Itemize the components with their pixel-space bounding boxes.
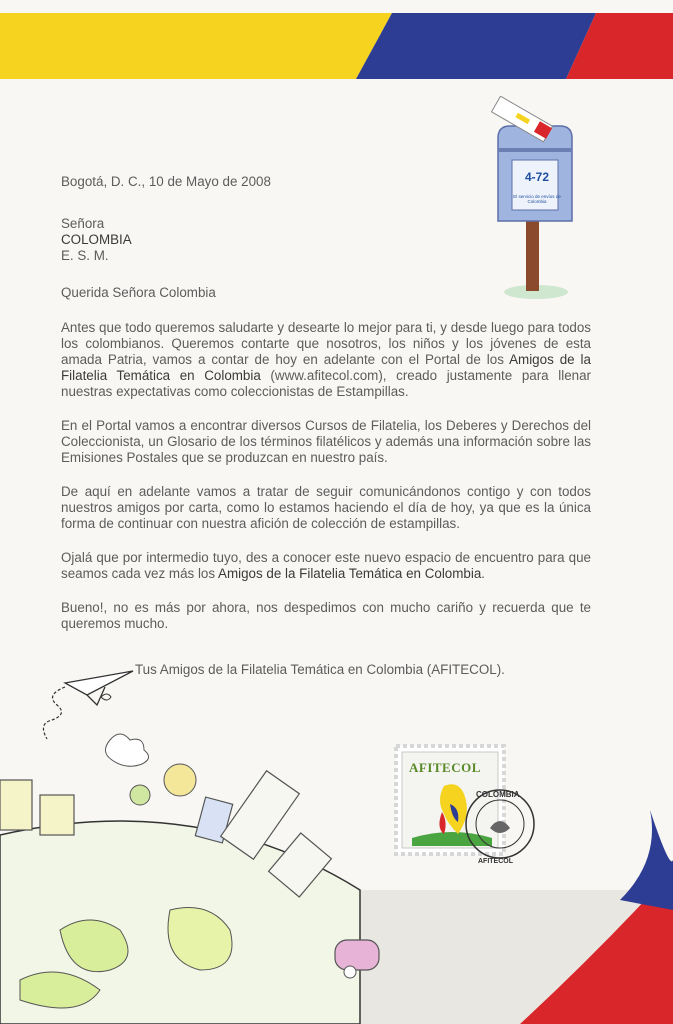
paragraph-1	[61, 320, 591, 400]
paragraph-4-text-b: .	[481, 566, 486, 581]
mailbox-brand-subtitle: El servicio de envíos de Colombia	[513, 194, 561, 204]
flag-yellow	[0, 13, 392, 79]
letter-date: Bogotá, D. C., 10 de Mayo de 2008	[61, 174, 271, 189]
stamp-label: AFITECOL	[409, 760, 481, 775]
paragraph-2: En el Portal vamos a encontrar diversos Cursos de Filatelia, los Deberes y Derechos del Coleccionista, un Glosario de los términos filatélicos y además una información sobre las Emisiones Postales que se produzcan en nuestro país.	[61, 418, 591, 465]
recipient-abbrev: E. S. M.	[61, 248, 109, 263]
letter-body	[61, 174, 591, 632]
colombia-flag-band	[0, 13, 673, 79]
paragraph-4-highlight: Amigos de la Filatelia Temática en Colombia	[218, 566, 482, 581]
mailbox-brand-logo: 4-72	[524, 170, 550, 184]
flag-blue	[356, 13, 596, 79]
salutation: Querida Señora Colombia	[61, 285, 216, 300]
paragraph-4	[61, 550, 591, 582]
signature: Tus Amigos de la Filatelia Temática en Colombia (AFITECOL).	[135, 662, 505, 677]
seal-text-bottom: AFITECOL	[478, 858, 513, 865]
paragraph-4-text-a: Ojalá que por intermedio tuyo, des a conocer este nuevo espacio de encuentro para que seamos cada vez más los	[61, 550, 591, 581]
paragraph-3: De aquí en adelante vamos a tratar de seguir comunicándonos contigo y con todos nuestros amigos por carta, como lo estamos haciendo el día de hoy, ya que es la única forma de continuar con nuestra afición de colección de estampillas.	[61, 484, 591, 531]
paragraph-1-text-b: (www.afitecol.com), creado justamente para llenar nuestras expectativas como coleccionistas de Estampillas.	[61, 368, 591, 399]
seal-text-top: COLOMBIA	[476, 790, 520, 799]
recipient-name: COLOMBIA	[61, 232, 132, 247]
paragraph-5: Bueno!, no es más por ahora, nos despedimos con mucho cariño y recuerda que te queremos mucho.	[61, 600, 591, 631]
paragraph-1-text-a: Antes que todo queremos saludarte y desearte lo mejor para ti, y desde luego para todos los colombianos. Queremos contarte que nosotros, los niños y los jóvenes de esta amada Patria, vamos a contar de hoy en adelante con el Portal de los	[61, 320, 591, 367]
recipient-title: Señora	[61, 216, 105, 231]
city-globe-illustration	[0, 700, 673, 1024]
paragraph-1-highlight: Amigos de la Filatelia Temática en Colombia	[61, 352, 591, 383]
